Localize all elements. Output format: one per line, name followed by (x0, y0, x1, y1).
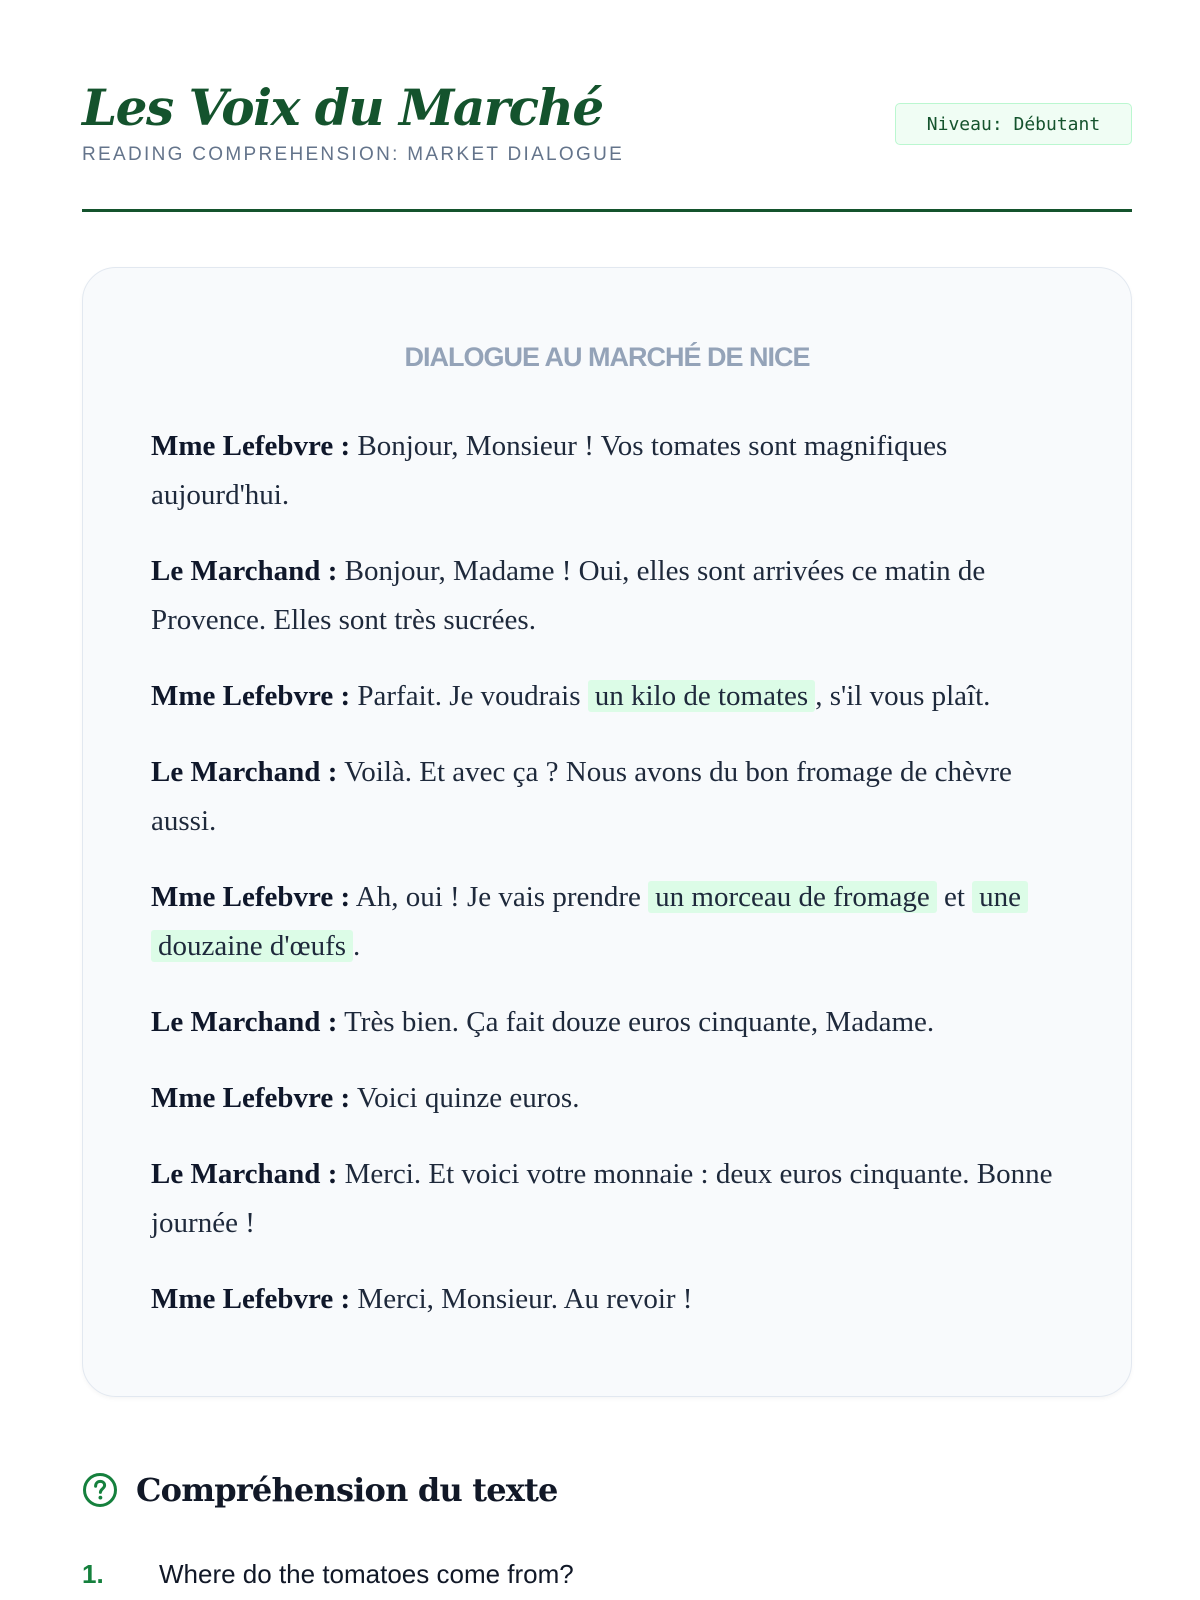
speaker-name: Mme Lefebvre : (151, 430, 351, 462)
question-item (82, 1554, 574, 1594)
line-text: Bonjour, Madame ! Oui, elles sont arrivées ce matin de Provence. Elles sont très sucrées. (151, 555, 986, 636)
page-header (82, 0, 1132, 212)
speaker-name: Mme Lefebvre : (151, 1082, 351, 1114)
dialogue-card (82, 267, 1132, 1397)
line-text: Parfait. Je voudrais (350, 680, 588, 712)
speaker-name: Le Marchand : (151, 555, 338, 587)
dialogue-line (151, 422, 1061, 520)
question-number: 1. (82, 1558, 104, 1589)
line-text: Voilà. Et avec ça ? Nous avons du bon fromage de chèvre aussi. (151, 756, 1012, 837)
dialogue-line (151, 547, 1061, 645)
page-title: Les Voix du Marché (82, 78, 603, 137)
speaker-name: Mme Lefebvre : (151, 1283, 351, 1315)
level-badge: Niveau: Débutant (895, 103, 1132, 145)
line-text: Bonjour, Monsieur ! Vos tomates sont magnifiques aujourd'hui. (151, 430, 948, 511)
dialogue-line (151, 748, 1061, 846)
line-text: Voici quinze euros. (350, 1082, 580, 1114)
dialogue-lines (151, 422, 1061, 1351)
line-text: et (936, 881, 973, 913)
speaker-name: Mme Lefebvre : (151, 881, 351, 913)
dialogue-line (151, 873, 1061, 971)
line-text: , s'il vous plaît. (815, 680, 991, 712)
speaker-name: Mme Lefebvre : (151, 680, 351, 712)
line-text: . (353, 930, 361, 962)
question-text: Where do the tomatoes come from? (159, 1558, 574, 1589)
dialogue-line (151, 998, 1061, 1047)
dialogue-title: DIALOGUE AU MARCHÉ DE NICE (404, 342, 810, 372)
dialogue-line (151, 1074, 1061, 1123)
comprehension-title: Compréhension du texte (136, 1471, 558, 1509)
vocab-highlight: un morceau de fromage (648, 881, 937, 913)
dialogue-line (151, 1275, 1061, 1324)
line-text: Très bien. Ça fait douze euros cinquante, Madame. (337, 1006, 935, 1038)
dialogue-line (151, 1150, 1061, 1248)
line-text: Ah, oui ! Je vais prendre (350, 881, 649, 913)
speaker-name: Le Marchand : (151, 756, 338, 788)
line-text: Merci, Monsieur. Au revoir ! (350, 1283, 693, 1315)
page (82, 0, 1132, 1589)
question-circle-icon (82, 1472, 118, 1508)
comprehension-heading (82, 1465, 558, 1515)
vocab-highlight: un kilo de tomates (588, 680, 815, 712)
line-text: Merci. Et voici votre monnaie : deux euros cinquante. Bonne journée ! (151, 1158, 1053, 1239)
dialogue-line (151, 672, 1061, 721)
vocab-highlight: une douzaine d'œufs (151, 881, 1028, 962)
page-subtitle: READING COMPREHENSION: MARKET DIALOGUE (82, 144, 625, 165)
speaker-name: Le Marchand : (151, 1006, 338, 1038)
speaker-name: Le Marchand : (151, 1158, 338, 1190)
